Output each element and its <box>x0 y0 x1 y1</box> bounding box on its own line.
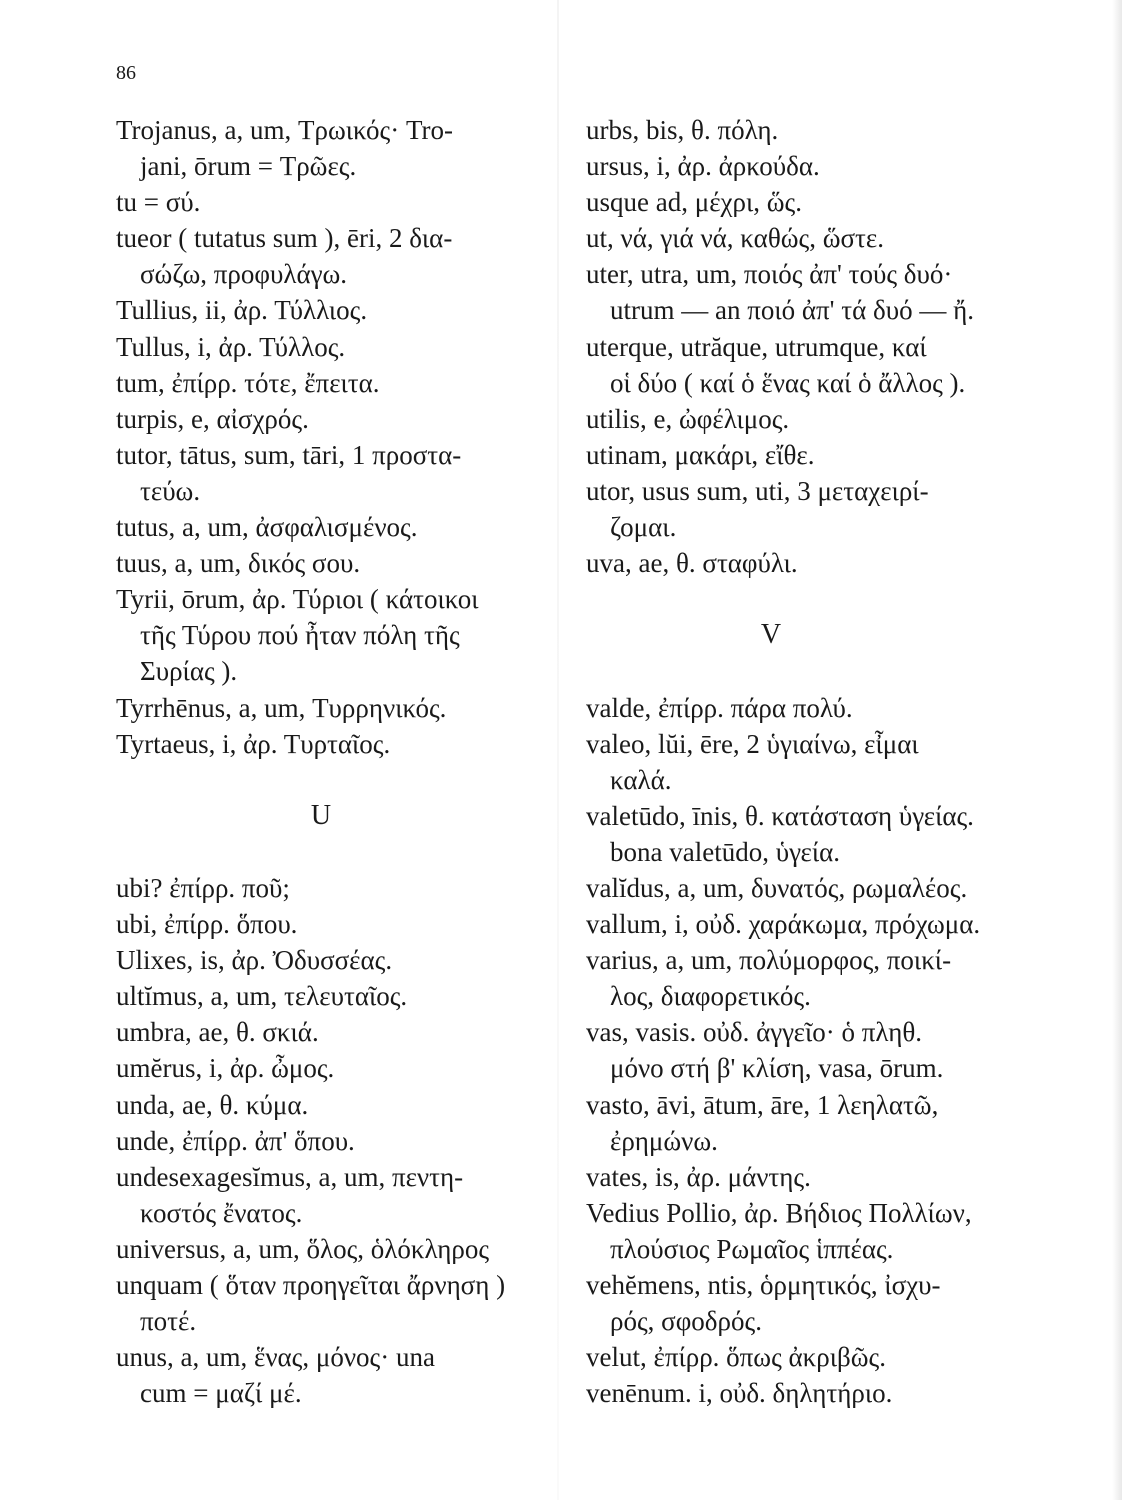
entry-line: Tyrii, ōrum, ἀρ. Τύριοι ( κάτοικοι <box>116 584 479 615</box>
entry-line: vasto, āvi, ātum, āre, 1 λεηλατῶ, <box>586 1089 939 1120</box>
entry-line: tuus, a, um, δικός σου. <box>116 548 361 579</box>
entry-continuation-line: πλούσιος Ρωμαῖος ἱππέας. <box>610 1233 894 1264</box>
entry-line: Tyrrhēnus, a, um, Τυρρηνικός. <box>116 692 447 723</box>
spacer <box>116 834 556 870</box>
entry-line: universus, a, um, ὅλος, ὁλόκληρος <box>116 1233 490 1264</box>
entry-line: utinam, μακάρι, εἴθε. <box>586 439 815 470</box>
entry-line: unus, a, um, ἕνας, μόνος· una <box>116 1342 435 1373</box>
entry-continuation-line: καλά. <box>610 764 672 795</box>
entry-line: vas, vasis. οὐδ. ἀγγεῖο· ὁ πληθ. <box>586 1017 923 1048</box>
entry-line: valde, ἐπίρρ. πάρα πολύ. <box>586 692 853 723</box>
spacer <box>586 653 1006 689</box>
entry-line: vehĕmens, ntis, ὁρμητικός, ἰσχυ- <box>586 1270 941 1300</box>
entry-line: vates, is, ἀρ. μάντης. <box>586 1161 811 1192</box>
right-entries-u <box>586 112 1006 581</box>
entry-line: ubi, ἐπίρρ. ὅπου. <box>116 909 298 940</box>
entry-line: valeo, lŭi, ēre, 2 ὑγιαίνω, εἶμαι <box>586 728 919 759</box>
left-entries-u <box>116 870 556 1411</box>
entry-line: usque ad, μέχρι, ὥς. <box>586 187 802 218</box>
entry-line: tueor ( tutatus sum ), ēri, 2 δια- <box>116 223 453 254</box>
right-column <box>586 112 1006 1411</box>
entry-line: valetūdo, īnis, θ. κατάσταση ὑγείας. <box>586 800 974 831</box>
entry-line: uva, ae, θ. σταφύλι. <box>586 548 798 579</box>
entry-continuation-line: οἱ δύο ( καί ὁ ἕνας καί ὁ ἄλλος ). <box>610 367 966 398</box>
entry-line: tu = σύ. <box>116 187 201 218</box>
left-column <box>116 112 556 1411</box>
entry-line: urbs, bis, θ. πόλη. <box>586 115 779 145</box>
entry-line: unquam ( ὅταν προηγεῖται ἄρνηση ) <box>116 1270 506 1300</box>
entry-line: utilis, e, ὠφέλιμος. <box>586 403 790 434</box>
entry-line: ut, νά, γιά νά, καθώς, ὥστε. <box>586 223 884 254</box>
entry-line: tutor, tātus, sum, tāri, 1 προστα- <box>116 439 462 470</box>
entry-continuation-line: ρός, σφοδρός. <box>610 1306 762 1337</box>
left-entries-t <box>116 112 556 762</box>
entry-continuation-line: cum = μαζί μέ. <box>140 1378 302 1409</box>
entry-line: Tyrtaeus, i, ἀρ. Τυρταῖος. <box>116 728 391 759</box>
entry-line: ultĭmus, a, um, τελευταῖος. <box>116 981 408 1012</box>
entry-line: ubi? ἐπίρρ. ποῦ; <box>116 872 290 903</box>
entry-continuation-line: jani, ōrum = Τρῶες. <box>140 151 357 182</box>
entry-line: Tullus, i, ἀρ. Τύλλος. <box>116 331 346 362</box>
spacer <box>116 762 556 798</box>
entry-line: Ulixes, is, ἀρ. Ὀδυσσέας. <box>116 945 393 976</box>
entry-line: unda, ae, θ. κύμα. <box>116 1089 309 1120</box>
entry-line: varius, a, um, πολύμορφος, ποικί- <box>586 945 952 976</box>
entry-line: uter, utra, um, ποιός ἀπ' τούς δυό· <box>586 259 953 290</box>
entry-continuation-line: μόνο στή β' κλίση, vasa, ōrum. <box>610 1053 944 1084</box>
entry-line: vallum, i, οὐδ. χαράκωμα, πρόχωμα. <box>586 909 981 940</box>
entry-continuation-line: τῆς Τύρου πού ἦταν πόλη τῆς <box>140 620 460 651</box>
section-heading-u: U <box>310 799 332 831</box>
gutter-shadow <box>557 0 559 1500</box>
entry-line: Vedius Pollio, ἀρ. Βήδιος Πολλίων, <box>586 1197 972 1228</box>
entry-line: umbra, ae, θ. σκιά. <box>116 1017 319 1048</box>
entry-continuation-line: bona valetūdo, ὑγεία. <box>610 836 841 867</box>
entry-line: umĕrus, i, ἀρ. ὦμος. <box>116 1053 335 1084</box>
page-edge-shadow <box>1112 0 1122 1500</box>
entry-line: tutus, a, um, ἀσφαλισμένος. <box>116 512 418 543</box>
entry-continuation-line: κοστός ἔνατος. <box>140 1197 303 1228</box>
entry-continuation-line: λος, διαφορετικός. <box>610 981 811 1012</box>
entry-line: unde, ἐπίρρ. ἀπ' ὅπου. <box>116 1125 355 1156</box>
entry-continuation-line: τεύω. <box>140 475 201 506</box>
entry-line: turpis, e, αἰσχρός. <box>116 403 309 434</box>
entry-line: tum, ἐπίρρ. τότε, ἔπειτα. <box>116 367 380 398</box>
right-entries-v <box>586 690 1006 1412</box>
entry-line: uterque, utrăque, utrumque, καί <box>586 331 927 362</box>
page-number: 86 <box>116 62 136 84</box>
entry-continuation-line: σώζω, προφυλάγω. <box>140 259 348 290</box>
entry-continuation-line: ποτέ. <box>140 1306 197 1337</box>
entry-line: venēnum. i, οὐδ. δηλητήριο. <box>586 1378 893 1409</box>
section-heading-v: V <box>760 619 782 651</box>
spacer <box>586 581 1006 617</box>
entry-line: undesexagesĭmus, a, um, πεντη- <box>116 1161 464 1192</box>
entry-continuation-line: ζομαι. <box>610 512 677 543</box>
entry-line: ursus, i, ἀρ. ἀρκούδα. <box>586 151 820 182</box>
entry-continuation-line: Συρίας ). <box>140 656 238 687</box>
entry-line: Tullius, ii, ἀρ. Τύλλιος. <box>116 295 368 326</box>
entry-line: velut, ἐπίρρ. ὅπως ἀκριβῶς. <box>586 1342 886 1373</box>
entry-line: Trojanus, a, um, Τρωικός· Tro- <box>116 115 453 145</box>
entry-continuation-line: ἐρημώνω. <box>610 1125 718 1156</box>
entry-line: utor, usus sum, uti, 3 μεταχειρί- <box>586 475 929 506</box>
entry-continuation-line: utrum — an ποιό ἀπ' τά δυό — ἤ. <box>610 295 974 326</box>
entry-line: valĭdus, a, um, δυνατός, ρωμαλέος. <box>586 872 968 903</box>
